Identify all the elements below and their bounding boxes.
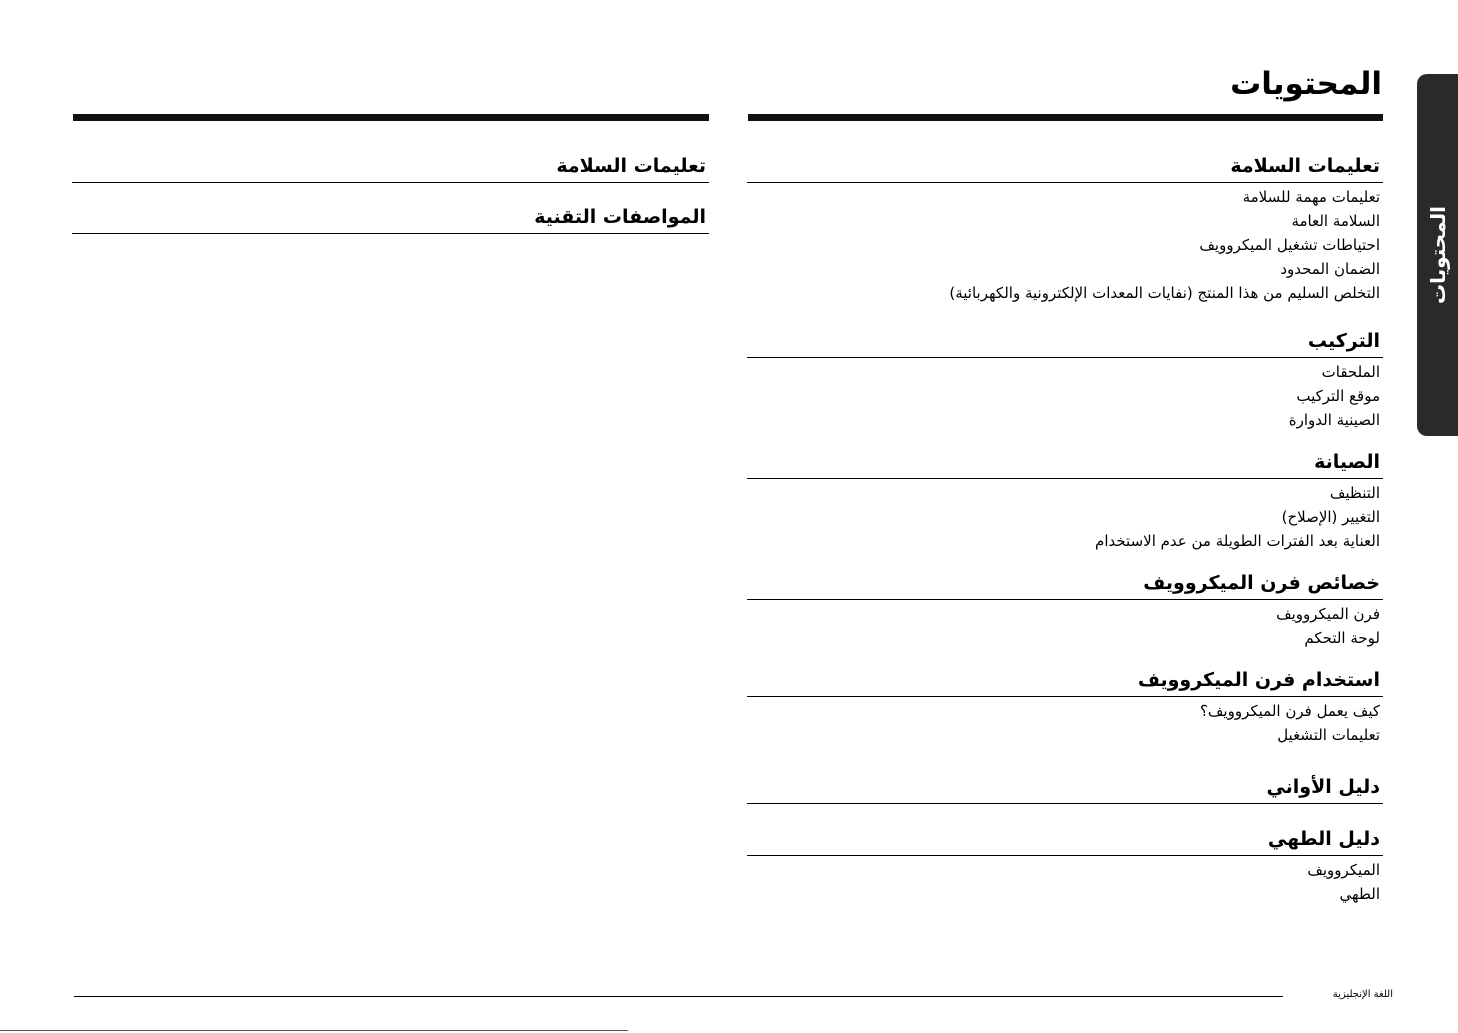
page-title: المحتويات xyxy=(1230,66,1382,102)
toc-section-maintenance xyxy=(747,449,1383,553)
toc-item: فرن الميكروويف xyxy=(1276,605,1380,623)
section-item-list xyxy=(747,856,1383,906)
footer-language-label: اللغة الإنجليزية xyxy=(1332,989,1393,1000)
toc-item: العناية بعد الفترات الطويلة من عدم الاستخدام xyxy=(1095,532,1380,550)
toc-item: السلامة العامة xyxy=(1291,212,1380,230)
toc-item: الضمان المحدود xyxy=(1280,260,1380,278)
toc-item: احتياطات تشغيل الميكروويف xyxy=(1199,236,1380,254)
toc-item: التنظيف xyxy=(1329,484,1380,502)
section-title: تعليمات السلامة xyxy=(747,153,1383,183)
bottom-trim-line xyxy=(0,1030,628,1031)
toc-item: التغيير (الإصلاح) xyxy=(1281,508,1380,526)
toc-section-safety xyxy=(747,153,1383,305)
footer-rule xyxy=(74,996,1283,997)
toc-right-column xyxy=(747,126,1383,906)
section-item-list xyxy=(747,358,1383,432)
section-title: استخدام فرن الميكروويف xyxy=(747,667,1383,697)
toc-item: التخلص السليم من هذا المنتج (نفايات المعدات الإلكترونية والكهربائية) xyxy=(949,284,1380,302)
toc-item: تعليمات التشغيل xyxy=(1277,726,1380,744)
section-item-list xyxy=(747,479,1383,553)
toc-item: الملحقات xyxy=(1321,363,1380,381)
toc-item: كيف يعمل فرن الميكروويف؟ xyxy=(1199,702,1380,720)
toc-item: لوحة التحكم xyxy=(1304,629,1380,647)
right-column-top-rule xyxy=(748,114,1383,121)
toc-section-technical-specs xyxy=(72,204,709,234)
section-title: المواصفات التقنية xyxy=(72,204,709,234)
toc-item: تعليمات مهمة للسلامة xyxy=(1242,188,1380,206)
left-column-top-rule xyxy=(73,114,709,121)
section-title: تعليمات السلامة xyxy=(72,153,709,183)
toc-section-safety-left xyxy=(72,153,709,183)
toc-section-cookware-guide xyxy=(747,774,1383,804)
toc-item: الميكروويف xyxy=(1307,861,1380,879)
toc-section-installation xyxy=(747,328,1383,432)
section-item-list xyxy=(747,697,1383,747)
section-title: خصائص فرن الميكروويف xyxy=(747,570,1383,600)
toc-item: الصينية الدوارة xyxy=(1288,411,1380,429)
section-title: التركيب xyxy=(747,328,1383,358)
section-item-list xyxy=(747,600,1383,650)
toc-section-oven-features xyxy=(747,570,1383,650)
section-title: دليل الطهي xyxy=(747,826,1383,856)
toc-item: الطهي xyxy=(1339,885,1380,903)
section-title: الصيانة xyxy=(747,449,1383,479)
toc-left-column xyxy=(72,126,709,234)
section-title: دليل الأواني xyxy=(747,774,1383,804)
section-item-list xyxy=(747,183,1383,305)
side-chapter-tab xyxy=(1417,74,1458,436)
side-tab-label: المحتويات xyxy=(1425,205,1450,305)
toc-section-cooking-guide xyxy=(747,826,1383,906)
toc-item: موقع التركيب xyxy=(1296,387,1380,405)
toc-section-using-oven xyxy=(747,667,1383,747)
